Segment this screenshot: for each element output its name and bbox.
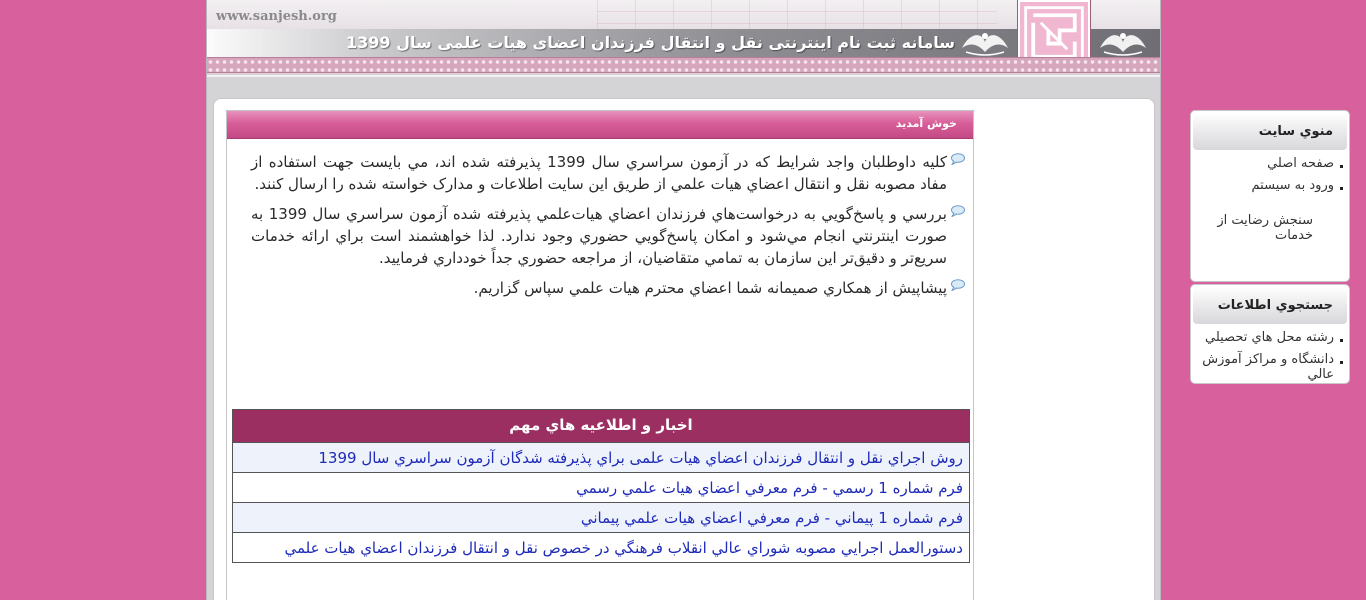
- info-search-title: جستجوي اطلاعات: [1193, 287, 1347, 324]
- speech-bubble-icon: [950, 279, 965, 291]
- speech-bubble-icon: [950, 153, 965, 165]
- site-url: www.sanjesh.org: [216, 9, 337, 24]
- menu-item-home[interactable]: صفحه اصلي: [1197, 156, 1343, 171]
- welcome-text: [227, 139, 973, 299]
- info-paragraph: [251, 203, 965, 269]
- news-link-guideline[interactable]: دستورالعمل اجرايي مصوبه شوراي عالي انقلاب فرهنگي در خصوص نقل و انتقال فرزندان اعضاي هيات علمي: [233, 532, 969, 562]
- search-item-fields[interactable]: رشته محل هاي تحصيلي: [1197, 330, 1343, 345]
- news-link-transfer-method[interactable]: روش اجراي نقل و انتقال فرزندان اعضاي هيات علمی براي پذيرفته شدگان آزمون سراسري سال 1399: [233, 442, 969, 472]
- header-divider: [207, 75, 1160, 77]
- info-search-list: [1191, 326, 1349, 382]
- floral-ornament-icon: [960, 22, 1010, 60]
- main-content: [226, 110, 974, 600]
- info-search-box: [1190, 284, 1350, 384]
- site-title: سامانه ثبت نام اینترنتی نقل و انتقال فرزندان اعضای هیات علمی سال 1399: [346, 33, 955, 52]
- news-link-form1-official[interactable]: فرم شماره 1 رسمي - فرم معرفي اعضاي هيات علمي رسمي: [233, 472, 969, 502]
- floral-ornament-icon: [1098, 22, 1148, 60]
- news-link-form1-contract[interactable]: فرم شماره 1 پيماني - فرم معرفي اعضاي هيات علمي پيماني: [233, 502, 969, 532]
- welcome-header: خوش آمديد: [227, 111, 973, 139]
- search-item-universities[interactable]: دانشگاه و مراكز آموزش عالي: [1197, 352, 1343, 382]
- site-menu-box: [1190, 110, 1350, 282]
- speech-bubble-icon: [950, 205, 965, 217]
- news-title: اخبار و اطلاعيه هاي مهم: [233, 410, 969, 442]
- header-grid-decoration: [597, 0, 997, 30]
- menu-item-satisfaction-survey[interactable]: سنجش رضايت از خدمات: [1217, 213, 1313, 243]
- info-paragraph: [251, 277, 965, 299]
- site-menu-title: منوي سايت: [1193, 113, 1347, 150]
- paragraph-text: پيشاپيش از همكاري صميمانه شما اعضاي محترم هيات علمي سپاس گزاريم.: [473, 279, 947, 297]
- menu-item-login[interactable]: ورود به سيستم: [1197, 178, 1343, 193]
- site-menu-list: [1191, 152, 1349, 243]
- site-header: [207, 0, 1160, 78]
- news-table: [232, 409, 970, 563]
- paragraph-text: كليه داوطلبان واجد شرايط كه در آزمون سراسري سال 1399 پذيرفته شده اند، مي بايست جهت استفاده از مفاد مصوبه نقل و انتقال اعضاي هيات علمي از طريق اين سايت اطلاعات و مدارک خواسته شده را ارسال كنند.: [251, 153, 947, 193]
- paragraph-text: بررسي و پاسخ‌گويي به درخواست‌هاي فرزندان اعضاي هيات‌علمي پذيرفته شده آزمون سراسري سال 1399 به صورت اينترنتي انجام مي‌شود و امكان پاسخ‌گويي حضوري وجود ندارد. لذا خواهشمند است براي ارائه خدمات سريع‌تر و دقيق‌تر اين سازمان به تمامي متقاضيان، از مراجعه حضوري جداً خودداري فرماييد.: [251, 205, 947, 267]
- header-pattern-strip: [207, 57, 1160, 73]
- info-paragraph: [251, 151, 965, 195]
